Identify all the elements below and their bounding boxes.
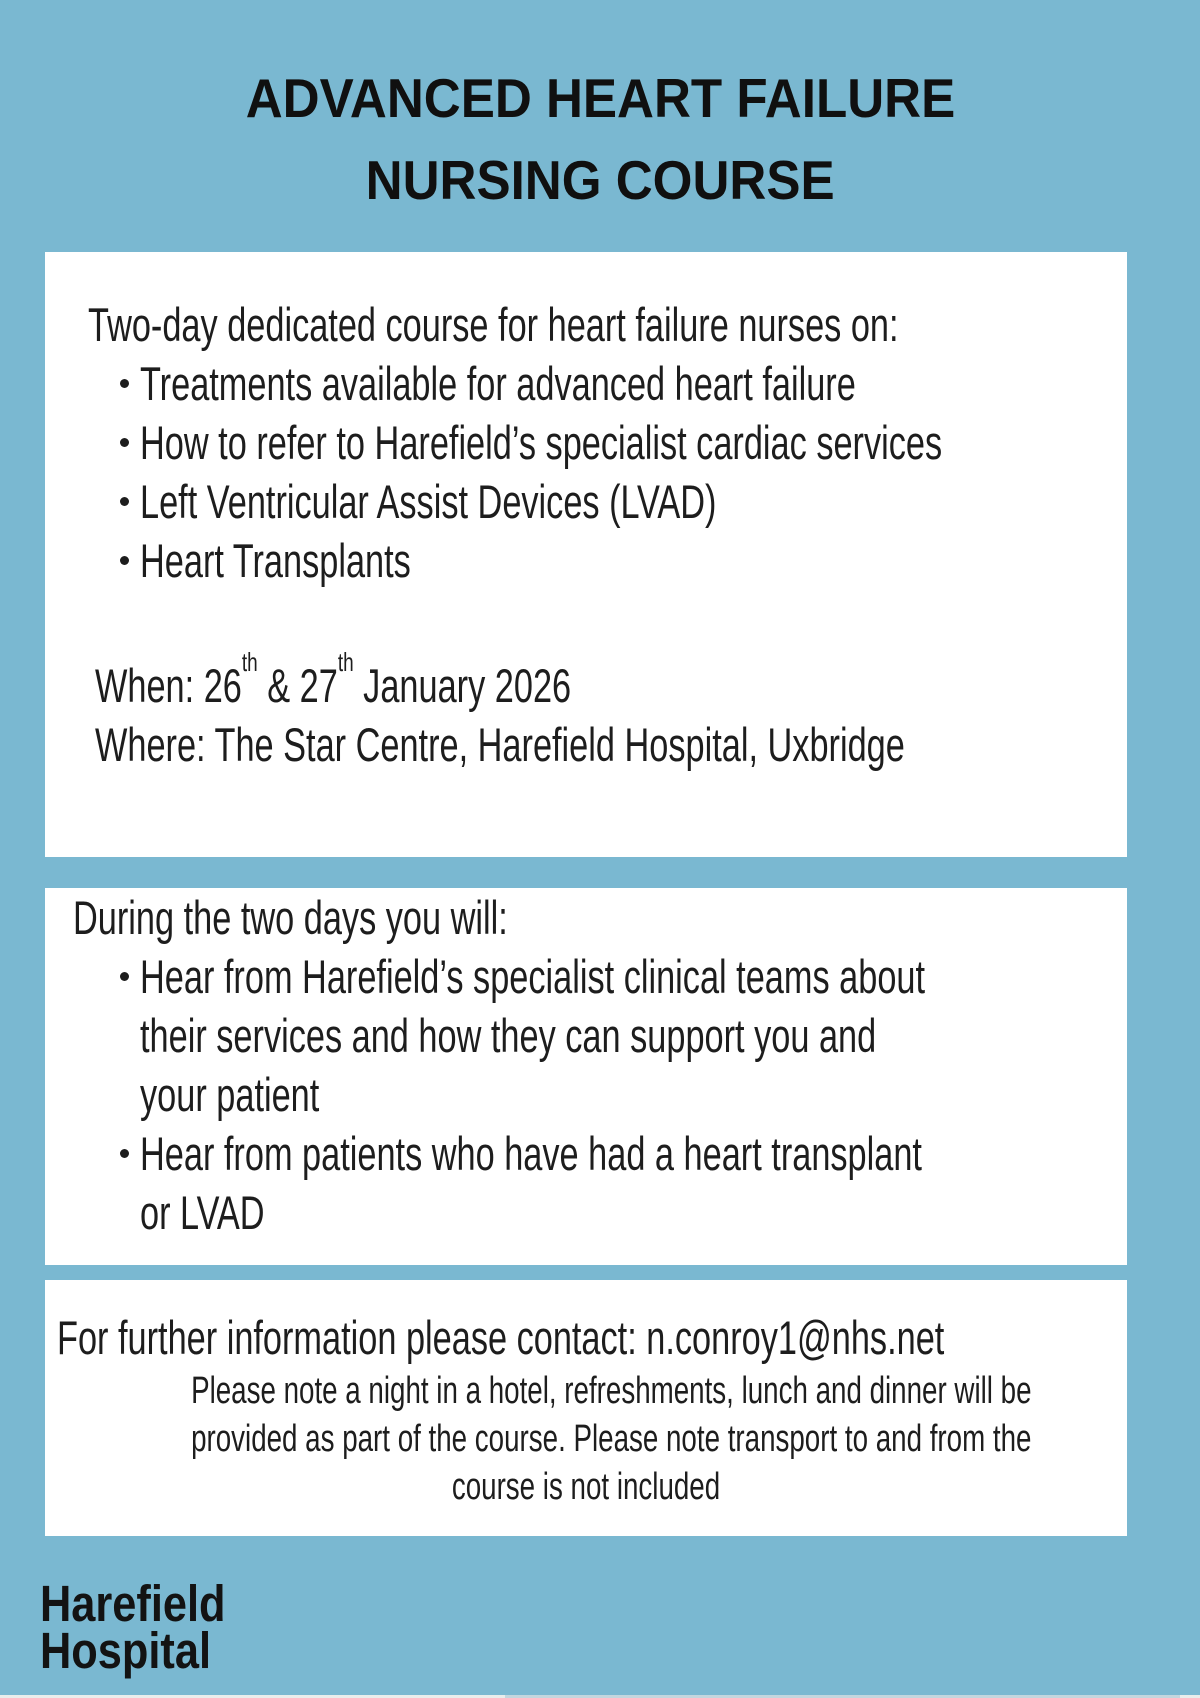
agenda-bullet-1-line-2: their services and how they can support you and — [140, 1009, 877, 1062]
bullet-dot-icon — [120, 379, 129, 388]
agenda-bullet-1-line-1: Hear from Harefield’s specialist clinical teams about — [140, 950, 926, 1003]
page-title — [0, 57, 1200, 221]
contact-note-line-2: provided as part of the course. Please note transport to and from the — [191, 1418, 1032, 1460]
logo-line-2: Hospital — [40, 1622, 212, 1679]
when-text: When: 26 — [95, 659, 242, 712]
agenda-bullet-1-line-3: your patient — [140, 1068, 320, 1121]
bullet-dot-icon — [120, 972, 129, 981]
where-line: Where: The Star Centre, Harefield Hospital, Uxbridge — [95, 718, 905, 771]
contact-note — [45, 1367, 1127, 1511]
intro-bullet-4: Heart Transplants — [140, 534, 411, 587]
logo-line-1: Harefield — [40, 1575, 226, 1632]
intro-bullet-3: Left Ventricular Assist Devices (LVAD) — [140, 475, 717, 528]
when-superscript-1: th — [241, 647, 258, 678]
contact-line: For further information please contact: n.conroy1@nhs.net — [57, 1311, 945, 1364]
title-line-1: ADVANCED HEART FAILURE — [245, 67, 955, 129]
agenda-bullet-2-line-1: Hear from patients who have had a heart transplant — [140, 1127, 922, 1180]
when-line — [95, 647, 848, 715]
when-text-end: January 2026 — [353, 659, 572, 712]
list-item — [120, 1124, 1127, 1242]
agenda-bullet-1 — [140, 947, 1127, 1124]
list-item — [120, 472, 1127, 531]
bullet-dot-icon — [120, 556, 129, 565]
list-item — [120, 531, 1127, 590]
bullet-dot-icon — [120, 1149, 129, 1158]
title-line-2: NURSING COURSE — [365, 149, 835, 211]
contact-panel — [45, 1280, 1127, 1536]
list-item — [120, 354, 1127, 413]
bullet-dot-icon — [120, 497, 129, 506]
list-item — [120, 947, 1127, 1124]
contact-note-line-1: Please note a night in a hotel, refreshments, lunch and dinner will be — [191, 1370, 1032, 1412]
agenda-bullet-2-line-2: or LVAD — [140, 1186, 265, 1239]
intro-bullet-2: How to refer to Harefield’s specialist cardiac services — [140, 416, 943, 469]
list-item — [120, 413, 1127, 472]
contact-note-line-3: course is not included — [451, 1466, 721, 1508]
when-superscript-2: th — [337, 647, 354, 678]
agenda-bullet-2 — [140, 1124, 1127, 1242]
harefield-hospital-logo — [40, 1575, 258, 1679]
agenda-heading: During the two days you will: — [73, 891, 508, 944]
intro-bullet-1: Treatments available for advanced heart failure — [140, 357, 856, 410]
bullet-dot-icon — [120, 438, 129, 447]
when-text-mid: & 27 — [257, 659, 338, 712]
agenda-panel — [45, 888, 1127, 1265]
intro-heading: Two-day dedicated course for heart failure nurses on: — [88, 298, 899, 351]
intro-panel — [45, 252, 1127, 857]
